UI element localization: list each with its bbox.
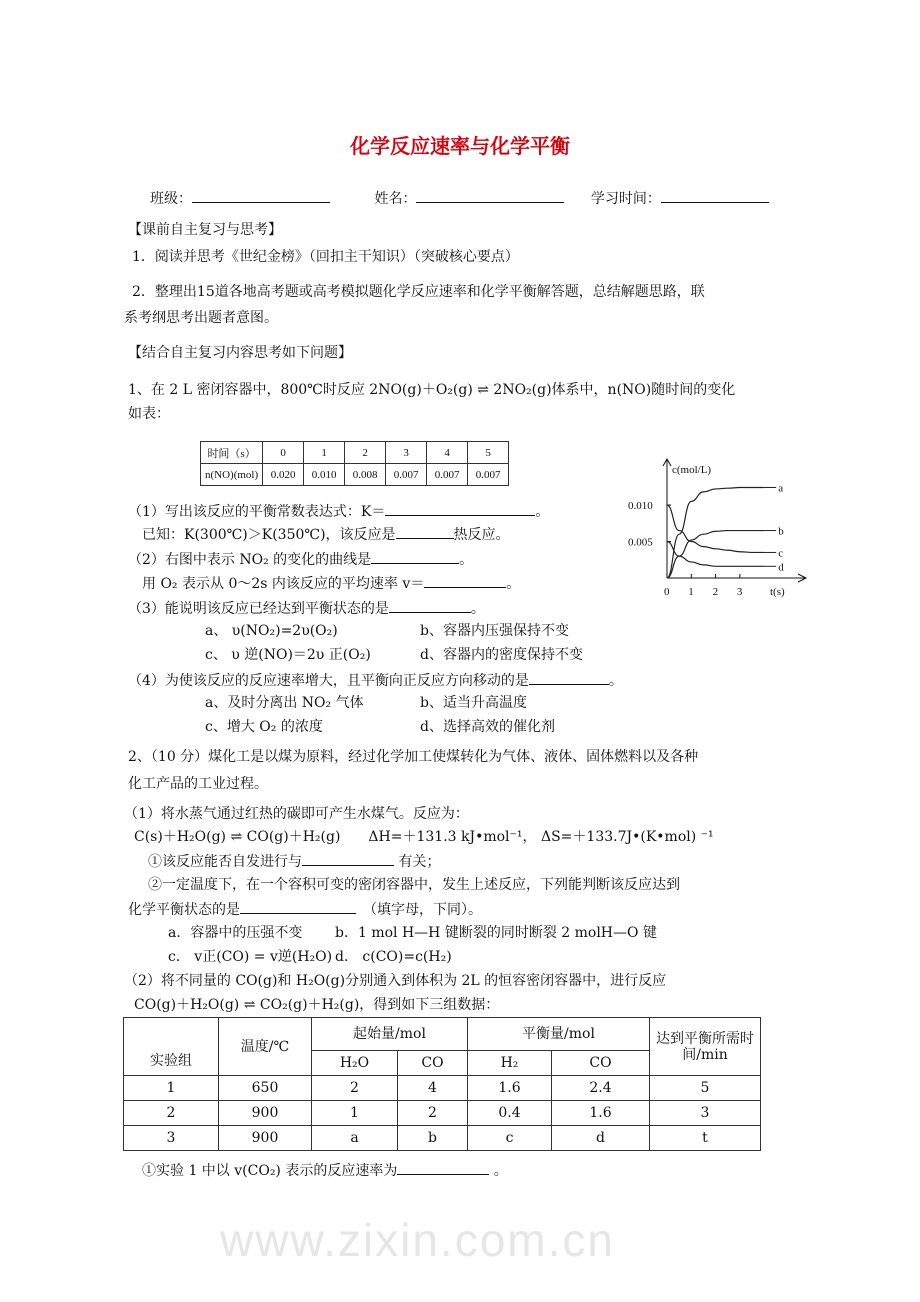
header-cell: 2 bbox=[345, 442, 386, 464]
value-cell: 0.020 bbox=[263, 464, 304, 486]
answer-blank[interactable] bbox=[529, 670, 609, 685]
value-cell: 0.007 bbox=[427, 464, 468, 486]
series-label-b: b bbox=[778, 525, 784, 538]
section-heading: 【课前自主复习与思考】 bbox=[128, 222, 282, 238]
table-cell: 1 bbox=[124, 1076, 219, 1101]
task-2: 2．整理出15道各地高考题或高考模拟题化学反应速率和化学平衡解答题，总结解题思路，联 bbox=[132, 284, 705, 300]
table-row bbox=[124, 1126, 761, 1151]
table-cell: 3 bbox=[650, 1101, 761, 1126]
option-d: d、容器内的密度保持不变 bbox=[420, 647, 583, 663]
answer-blank[interactable] bbox=[385, 501, 535, 516]
answer-blank[interactable] bbox=[397, 1160, 489, 1175]
text: 。 bbox=[506, 576, 521, 592]
name-blank[interactable] bbox=[416, 188, 564, 203]
y-tick-label: 0.010 bbox=[628, 500, 653, 512]
task-1: 1．阅读并思考《世纪金榜》（回扣主干知识）（突破核心要点） bbox=[132, 249, 519, 265]
text: （4）为使该反应的反应速率增大，且平衡向正反应方向移动的是 bbox=[128, 673, 529, 689]
answer-blank[interactable] bbox=[396, 524, 454, 539]
table-cell: 3 bbox=[124, 1126, 219, 1151]
table-cell: a bbox=[312, 1126, 398, 1151]
option-d: d、选择高效的催化剂 bbox=[420, 719, 555, 735]
text: （1）写出该反应的平衡常数表达式：K＝ bbox=[128, 504, 386, 520]
q1-part1b bbox=[142, 524, 510, 544]
series-line-b bbox=[667, 531, 764, 578]
header-cell: 3 bbox=[386, 442, 427, 464]
table-cell: d bbox=[552, 1126, 650, 1151]
value-cell: 0.007 bbox=[386, 464, 427, 486]
class-label: 班级： bbox=[150, 191, 192, 207]
q1-stem-cont: 如表： bbox=[128, 406, 170, 422]
q1-part1 bbox=[128, 501, 549, 521]
q1-part3 bbox=[128, 598, 485, 618]
text: 。 bbox=[459, 552, 474, 568]
option-a: a．容器中的压强不变 bbox=[168, 925, 303, 941]
q1-stem: 1、在 2 L 密闭容器中，800℃时反应 2NO(g)＋O₂(g) ⇌ 2NO₂(g)体系中，n(NO)随时间的变化 bbox=[128, 382, 736, 398]
experiment-table bbox=[123, 1017, 761, 1151]
table-cell: 1.6 bbox=[468, 1076, 552, 1101]
q2-sub1 bbox=[148, 851, 440, 871]
q2-stem-cont: 化工产品的工业过程。 bbox=[128, 776, 268, 792]
no-time-table bbox=[200, 441, 509, 486]
option-c: c． v正(CO) = v逆(H₂O) bbox=[168, 949, 333, 965]
q1-part2b bbox=[142, 573, 520, 593]
sub-co: CO bbox=[398, 1051, 468, 1076]
table-cell: 1.6 bbox=[552, 1101, 650, 1126]
option-b: b、容器内压强保持不变 bbox=[420, 623, 569, 639]
table-cell: 4 bbox=[398, 1076, 468, 1101]
text: ①该反应能否自发进行与 bbox=[148, 854, 302, 870]
option-d: d． c(CO)=c(H₂) bbox=[335, 949, 452, 965]
option-b: b．1 mol H—H 键断裂的同时断裂 2 molH—O 键 bbox=[335, 925, 657, 941]
table-row bbox=[124, 1076, 761, 1101]
option-c: c、 υ 逆(NO)＝2υ 正(O₂) bbox=[205, 647, 371, 663]
q2-sub2-cont bbox=[128, 899, 482, 919]
series-label-d: d bbox=[778, 561, 784, 574]
text: 。 bbox=[608, 673, 623, 689]
header-temp: 温度/℃ bbox=[219, 1018, 312, 1076]
x-tick-label: 0 bbox=[664, 586, 670, 598]
text: 化学平衡状态的是 bbox=[128, 902, 240, 918]
info-line bbox=[150, 188, 769, 208]
series-line-d bbox=[667, 542, 764, 567]
text: 。 bbox=[535, 504, 550, 520]
row-label: n(NO)(mol) bbox=[201, 464, 263, 486]
option-a: a、及时分离出 NO₂ 气体 bbox=[205, 695, 364, 711]
answer-blank[interactable] bbox=[389, 598, 471, 613]
text: （3）能说明该反应已经达到平衡状态的是 bbox=[128, 601, 389, 617]
value-cell: 0.008 bbox=[345, 464, 386, 486]
text: 用 O₂ 表示从 0～2s 内该反应的平均速率 v＝ bbox=[142, 576, 425, 592]
table-cell: c bbox=[468, 1126, 552, 1151]
answer-blank[interactable] bbox=[424, 573, 506, 588]
table-cell: 2 bbox=[124, 1101, 219, 1126]
text: 。 bbox=[489, 1163, 508, 1179]
table-cell: 2 bbox=[312, 1076, 398, 1101]
equation-2: CO(g)＋H₂O(g) ⇌ CO₂(g)＋H₂(g)，得到如下三组数据： bbox=[134, 997, 500, 1013]
header-cell: 0 bbox=[263, 442, 304, 464]
watermark: www.zixin.com.cn bbox=[220, 1214, 615, 1266]
answer-blank[interactable] bbox=[240, 899, 356, 914]
q2-stem: 2、（10 分）煤化工是以煤为原料，经过化学加工使煤转化为气体、液体、固体燃料以及各种 bbox=[128, 749, 699, 765]
table-cell: t bbox=[650, 1126, 761, 1151]
q2-part1: （1）将水蒸气通过红热的碳即可产生水煤气。反应为： bbox=[124, 806, 469, 822]
time-blank[interactable] bbox=[661, 188, 769, 203]
text: （2）右图中表示 NO₂ 的变化的曲线是 bbox=[128, 552, 372, 568]
task-2-cont: 系考纲思考出题者意图。 bbox=[124, 310, 278, 326]
text: （填字母，下同）。 bbox=[356, 902, 482, 918]
text: 已知：K(300℃)＞K(350℃)，该反应是 bbox=[142, 527, 396, 543]
table-cell: 900 bbox=[219, 1126, 312, 1151]
time-label: 学习时间： bbox=[590, 191, 661, 207]
header-cell: 5 bbox=[468, 442, 509, 464]
header-group: 实验组 bbox=[124, 1018, 219, 1076]
header-start: 起始量/mol bbox=[312, 1018, 468, 1051]
y-axis-label: c(mol/L) bbox=[672, 464, 712, 476]
option-c: c、增大 O₂ 的浓度 bbox=[205, 719, 323, 735]
class-blank[interactable] bbox=[192, 188, 330, 203]
y-tick-label: 0.005 bbox=[628, 536, 653, 549]
text: 热反应。 bbox=[453, 527, 510, 543]
header-cell: 4 bbox=[427, 442, 468, 464]
table-cell: b bbox=[398, 1126, 468, 1151]
q2-part2: （2）将不同量的 CO(g)和 H₂O(g)分别通入到体积为 2L 的恒容密闭容器中，进行反应 bbox=[124, 973, 667, 989]
header-cell: 1 bbox=[304, 442, 345, 464]
text: 有关； bbox=[394, 854, 441, 870]
series-line-c bbox=[667, 505, 764, 552]
table-cell: 650 bbox=[219, 1076, 312, 1101]
sub-h2o: H₂O bbox=[312, 1051, 398, 1076]
value-cell: 0.007 bbox=[468, 464, 509, 486]
name-label: 姓名： bbox=[374, 191, 417, 207]
table-cell: 900 bbox=[219, 1101, 312, 1126]
sub-h2: H₂ bbox=[468, 1051, 552, 1076]
table-cell: 5 bbox=[650, 1076, 761, 1101]
header-time: 达到平衡所需时间/min bbox=[650, 1018, 761, 1076]
page-title: 化学反应速率与化学平衡 bbox=[350, 134, 570, 158]
concentration-chart bbox=[620, 455, 810, 605]
table-cell: 2 bbox=[398, 1101, 468, 1126]
table-cell: 1 bbox=[312, 1101, 398, 1126]
q1-part4 bbox=[128, 670, 623, 690]
series-label-c: c bbox=[778, 547, 784, 560]
header-eq: 平衡量/mol bbox=[468, 1018, 650, 1051]
answer-blank[interactable] bbox=[371, 549, 459, 564]
q1-part2 bbox=[128, 549, 473, 569]
table-cell: 2.4 bbox=[552, 1076, 650, 1101]
option-a: a、 υ(NO₂)=2υ(O₂) bbox=[205, 623, 338, 639]
value-cell: 0.010 bbox=[304, 464, 345, 486]
option-b: b、适当升高温度 bbox=[420, 695, 527, 711]
series-line-a bbox=[667, 487, 764, 578]
x-tick-label: 2 bbox=[712, 586, 719, 598]
table-row bbox=[124, 1101, 761, 1126]
equation-1: C(s)＋H₂O(g) ⇌ CO(g)＋H₂(g) ΔH=＋131.3 kJ•mol⁻¹， ΔS=＋133.7J•(K•mol) ⁻¹ bbox=[134, 829, 714, 845]
text: 。 bbox=[470, 601, 485, 617]
q2-sub2: ②一定温度下，在一个容积可变的密闭容器中，发生上述反应，下列能判断该反应达到 bbox=[148, 877, 680, 893]
x-tick-label: 1 bbox=[688, 586, 694, 598]
x-axis-label: t(s) bbox=[770, 586, 785, 598]
x-tick-label: 3 bbox=[736, 586, 743, 598]
text: ①实验 1 中以 v(CO₂) 表示的反应速率为 bbox=[142, 1163, 398, 1179]
answer-blank[interactable] bbox=[302, 851, 394, 866]
sub-co: CO bbox=[552, 1051, 650, 1076]
q2-sub3 bbox=[142, 1160, 508, 1180]
section-heading-2: 【结合自主复习内容思考如下问题】 bbox=[128, 345, 352, 361]
header-cell: 时间（s） bbox=[201, 442, 263, 464]
series-label-a: a bbox=[778, 482, 784, 495]
table-cell: 0.4 bbox=[468, 1101, 552, 1126]
